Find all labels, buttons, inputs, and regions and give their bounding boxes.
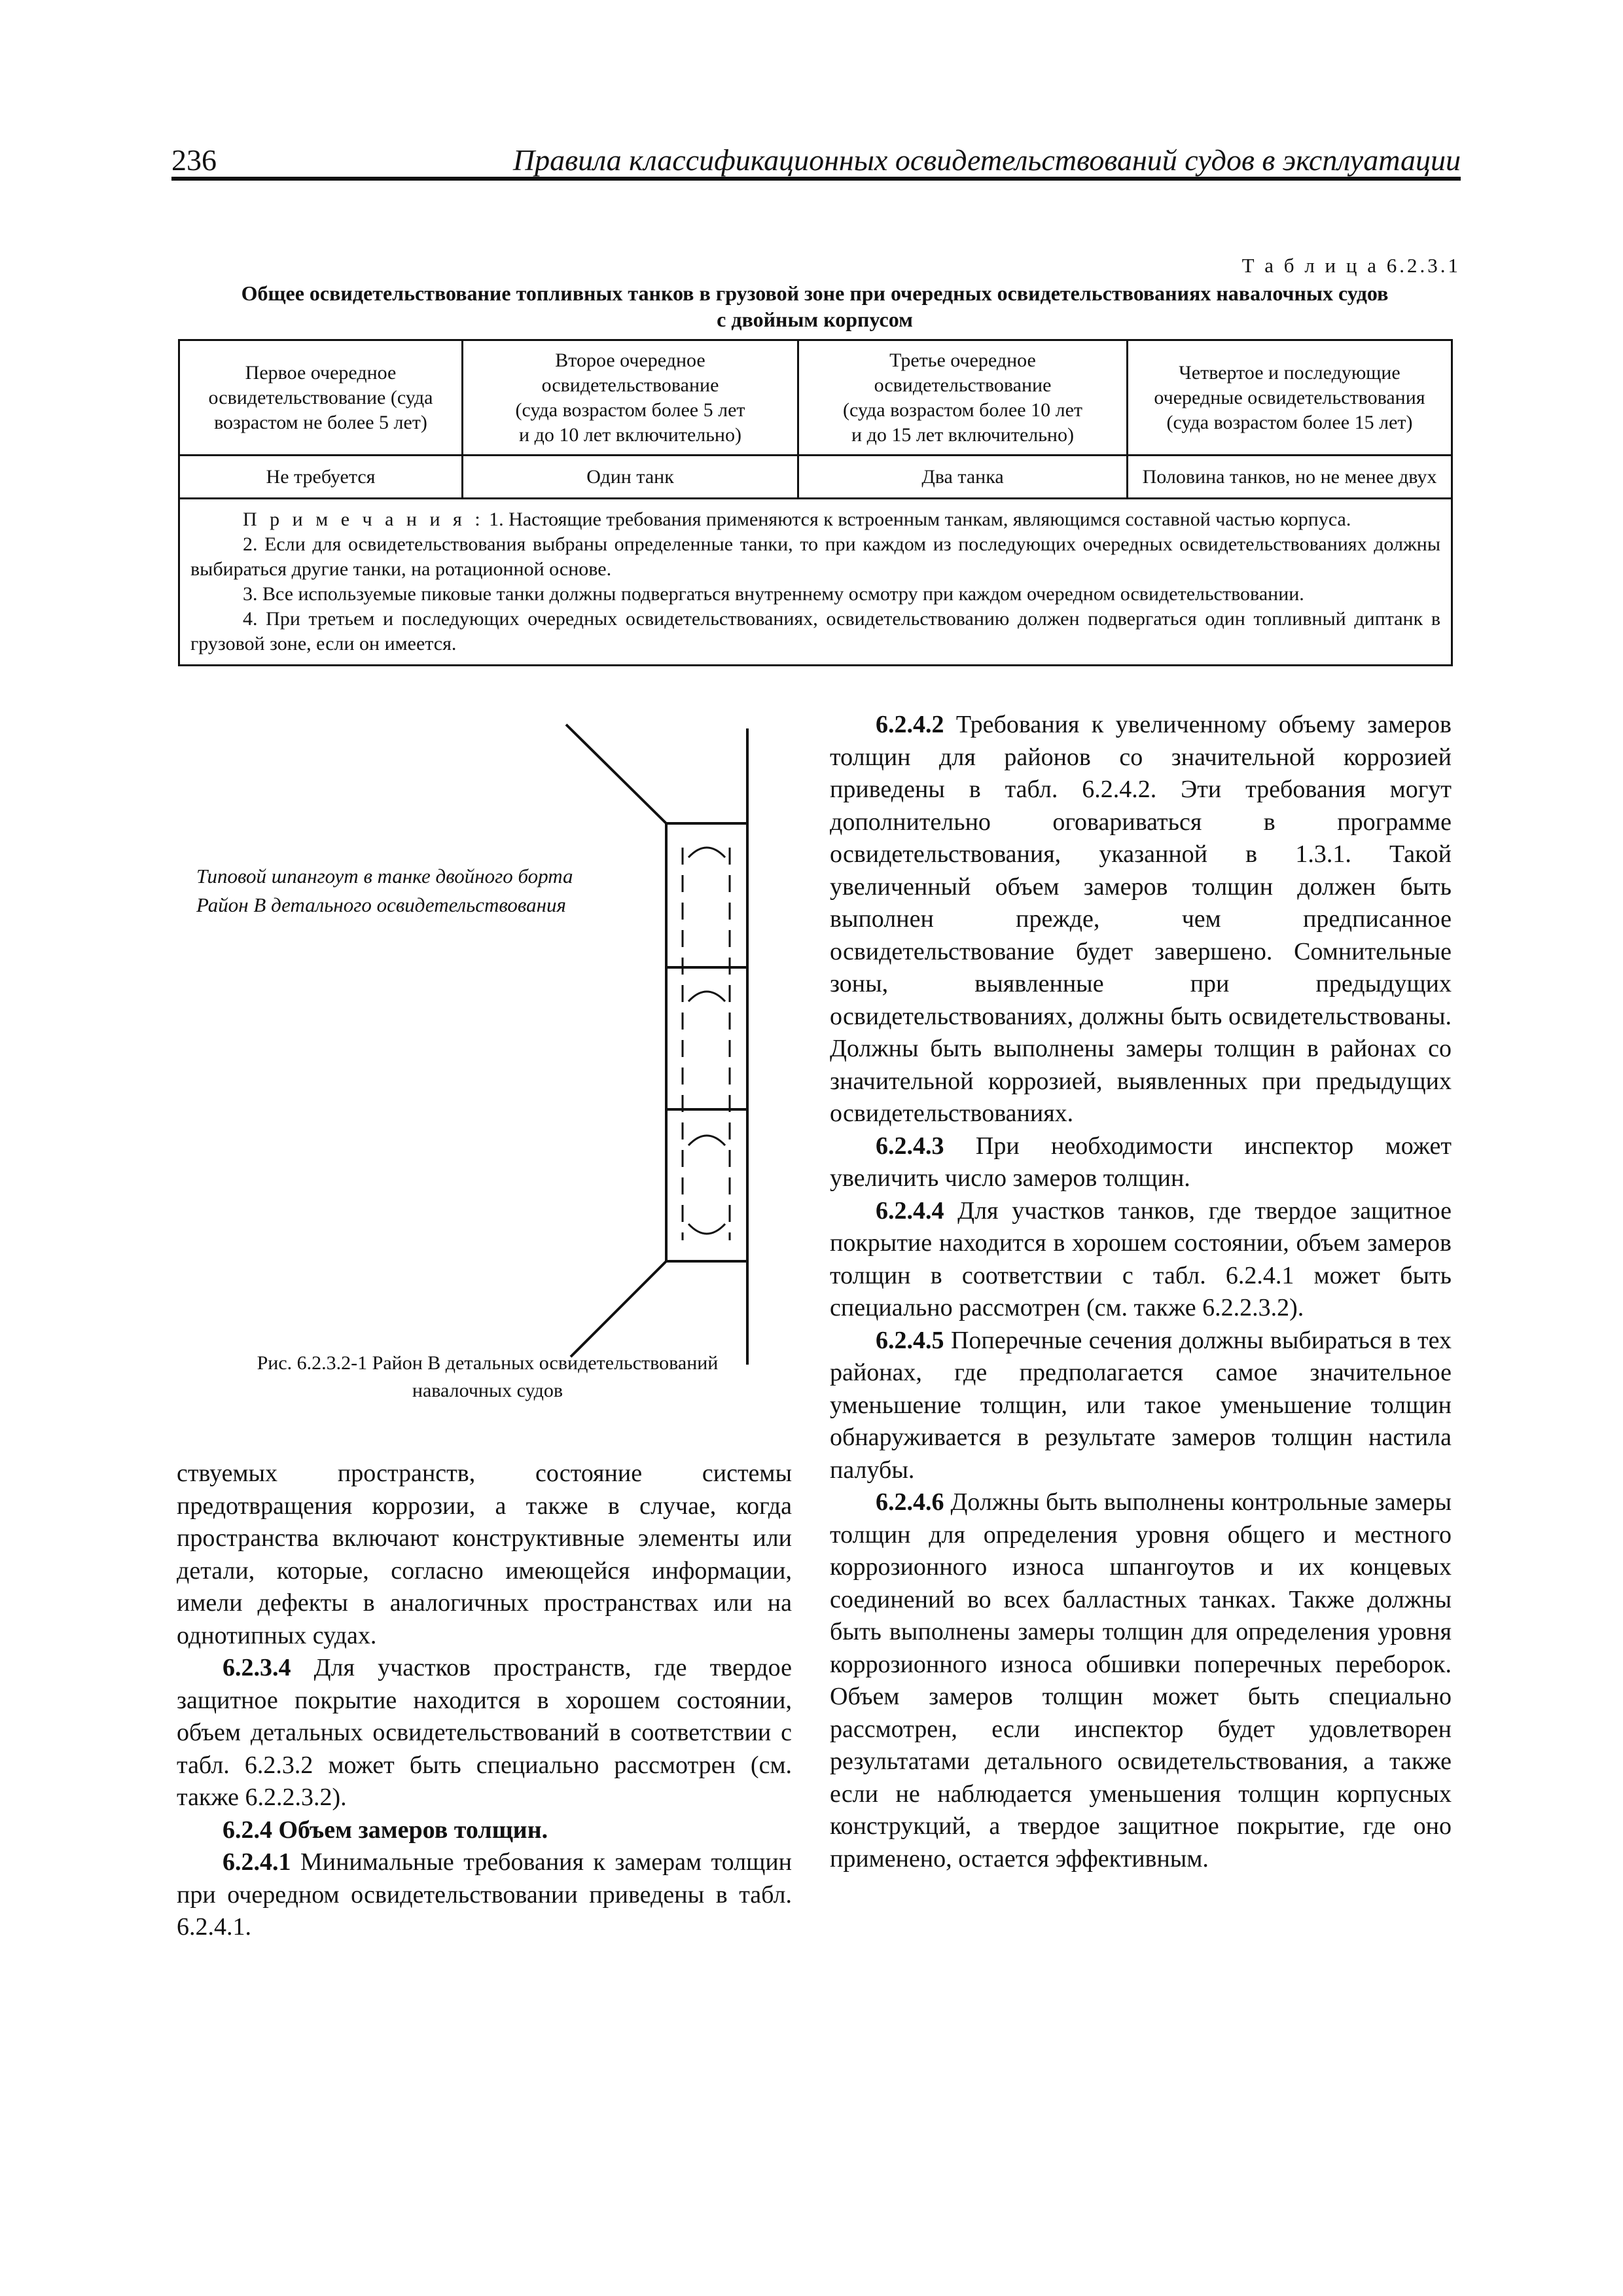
table-caption — [196, 280, 1433, 332]
header-rule — [171, 177, 1461, 181]
paragraph-6-2-4-3 — [830, 1130, 1452, 1195]
table-notes — [179, 499, 1452, 666]
lower-hopper-line — [571, 1261, 666, 1357]
header-cell-line: освидетельствование — [874, 374, 1052, 396]
table-label: Т а б л и ц а 6.2.3.1 — [1241, 254, 1461, 277]
note-4: 4. При третьем и последующих очередных освидетельствованиях, освидетельствованию должен подвергаться один топливный диптанк в грузовой зоне, если он имеется. — [190, 608, 1440, 655]
table-cell: Один танк — [463, 456, 798, 499]
header-cell-line: освидетельствование — [541, 374, 719, 396]
paragraph-text: Минимальные требования к замерам толщин при очередном освидетельствовании приведены в табл. 6.2.4.1. — [177, 1848, 793, 1941]
table-notes-row — [179, 499, 1452, 666]
note-text: 1. Настоящие требования применяются к встроенным танкам, являющимся составной частью корпуса. — [489, 509, 1351, 530]
header-cell-line: Первое очередное — [245, 361, 397, 384]
paragraph-6-2-3-4 — [177, 1652, 792, 1814]
figure-label-line-2: Район B детального освидетельствования — [196, 893, 566, 916]
header-cell — [798, 340, 1128, 456]
page-number: 236 — [171, 143, 217, 177]
left-column — [177, 1458, 792, 1944]
paragraph-text: Для участков пространств, где твердое защитное покрытие находится в хорошем состоянии, объем детальных освидетельствований в соответствии с табл. 6.2.3.2 может быть специально рассмотрен (см. также 6.2.2.3.2). — [177, 1654, 792, 1811]
header-cell-line: Четвертое и последующие — [1179, 361, 1400, 384]
frame-diagram — [177, 717, 798, 1371]
table-row — [179, 456, 1452, 499]
paragraph-text: Поперечные сечения должны выбираться в тех районах, где предполагается самое значительное уменьшение толщин, или такое уменьшение толщин обнаруживается в результате замеров толщин настила палубы. — [830, 1326, 1452, 1484]
paragraph-text: Для участков танков, где твердое защитное покрытие находится в хорошем состоянии, объем замеров толщин в соответствии с табл. 6.2.4.1 может быть специально рассмотрен (см. также 6.2.2.3.2). — [830, 1196, 1452, 1321]
header-cell-line: и до 15 лет включительно) — [851, 423, 1074, 446]
table-caption-line-2: с двойным корпусом — [717, 308, 913, 331]
paragraph-6-2-4-2 — [830, 709, 1452, 1130]
header-cell-line: освидетельствование (суда — [208, 386, 433, 408]
header-cell-line: очередные освидетельствования — [1154, 386, 1425, 408]
notes-label: П р и м е ч а н и я : — [243, 509, 484, 530]
bracket-arc — [688, 848, 725, 857]
paragraph-6-2-4-4 — [830, 1195, 1452, 1325]
right-column — [830, 709, 1452, 1875]
paragraph-6-2-4-1 — [177, 1846, 792, 1944]
paragraph-text: Требования к увеличенному объему замеров толщин для районов со значительной коррозией приведены в табл. 6.2.4.2. Эти требования могут дополнительно оговариваться в программе освидетельствования, указанной в 1.3.1. Такой увеличенный объем замеров толщин должен быть выполнен прежде, чем предписанное освидетельствование будет завершено. Сомнительные зоны, выявленные при предыдущих освидетельствованиях, должны быть освидетельствованы. Должны быть выполнены замеры толщин в районах со значительной коррозией, выявленных при предыдущих освидетельствованиях. — [830, 711, 1452, 1127]
figure-caption-line-1: Рис. 6.2.3.2-1 Район B детальных освидетельствований — [257, 1352, 719, 1374]
header-cell — [1128, 340, 1452, 456]
header-cell-line: Второе очередное — [555, 349, 705, 371]
figure-label-line-1: Типовой шпангоут в танке двойного борта — [196, 865, 573, 888]
table-cell: Половина танков, но не менее двух — [1128, 456, 1452, 499]
section-number: 6.2.4.3 — [876, 1132, 944, 1160]
note-2: 2. Если для освидетельствования выбраны определенные танки, то при каждом из последующих очередных освидетельствованиях должны выбираться другие танки, на ротационной основе. — [190, 533, 1440, 580]
section-heading-6-2-4: 6.2.4 Объем замеров толщин. — [223, 1816, 548, 1844]
section-number: 6.2.4.5 — [876, 1326, 944, 1354]
header-cell-line: (суда возрастом более 10 лет — [842, 399, 1083, 421]
bracket-arc — [688, 1224, 725, 1234]
figure-caption — [177, 1350, 798, 1405]
header-cell — [179, 340, 463, 456]
requirements-table — [178, 339, 1453, 666]
section-number: 6.2.4.1 — [223, 1848, 291, 1876]
running-title: Правила классификационных освидетельствований судов в эксплуатации — [512, 143, 1461, 177]
table-cell: Два танка — [798, 456, 1128, 499]
header-cell-line: (суда возрастом более 15 лет) — [1166, 411, 1413, 433]
header-cell-line: возрастом не более 5 лет) — [214, 411, 427, 433]
paragraph-text: Должны быть выполнены контрольные замеры толщин для определения уровня общего и местного коррозионного износа шпангоутов и их концевых соединений во всех балластных танках. Также должны быть выполнены замеры толщин для определения уровня коррозионного износа обшивки поперечных переборок. Объем замеров толщин может быть специально рассмотрен, если инспектор будет удовлетворен результатами детального освидетельствования, а также если не наблюдается уменьшения толщин корпусных конструкций, а твердое защитное покрытие, где оно применено, остается эффективным. — [830, 1488, 1452, 1873]
paragraph: ствуемых пространств, состояние системы предотвращения коррозии, а также в случае, когда пространства включают конструктивные элементы или детали, которые, согласно имеющейся информации, имели дефекты в аналогичных пространствах или на однотипных судах. — [177, 1460, 792, 1649]
bracket-arc — [688, 1136, 725, 1145]
table-cell: Не требуется — [179, 456, 463, 499]
section-number: 6.2.3.4 — [223, 1654, 291, 1681]
paragraph-text: При необходимости инспектор может увеличить число замеров толщин. — [830, 1132, 1452, 1192]
header-cell — [463, 340, 798, 456]
paragraph-6-2-4-6 — [830, 1486, 1452, 1875]
header-cell-line: (суда возрастом более 5 лет — [515, 399, 745, 421]
paragraph-6-2-4-5 — [830, 1325, 1452, 1487]
figure-double-hull-frame — [177, 717, 798, 1424]
table-header-row — [179, 340, 1452, 456]
header-cell-line: и до 10 лет включительно) — [519, 423, 741, 446]
note-1 — [190, 507, 1440, 532]
note-3: 3. Все используемые пиковые танки должны подвергаться внутреннему осмотру при каждом очередном освидетельствовании. — [243, 583, 1304, 605]
header-cell-line: Третье очередное — [889, 349, 1036, 371]
section-number: 6.2.4.2 — [876, 711, 944, 738]
figure-caption-line-2: навалочных судов — [412, 1380, 563, 1401]
figure-label — [196, 862, 573, 920]
section-number: 6.2.4.6 — [876, 1488, 944, 1516]
bracket-arc — [688, 992, 725, 1001]
table-caption-line-1: Общее освидетельствование топливных танков в грузовой зоне при очередных освидетельствованиях навалочных судов — [241, 281, 1389, 305]
section-number: 6.2.4.4 — [876, 1196, 944, 1225]
upper-hopper-line — [566, 725, 666, 823]
